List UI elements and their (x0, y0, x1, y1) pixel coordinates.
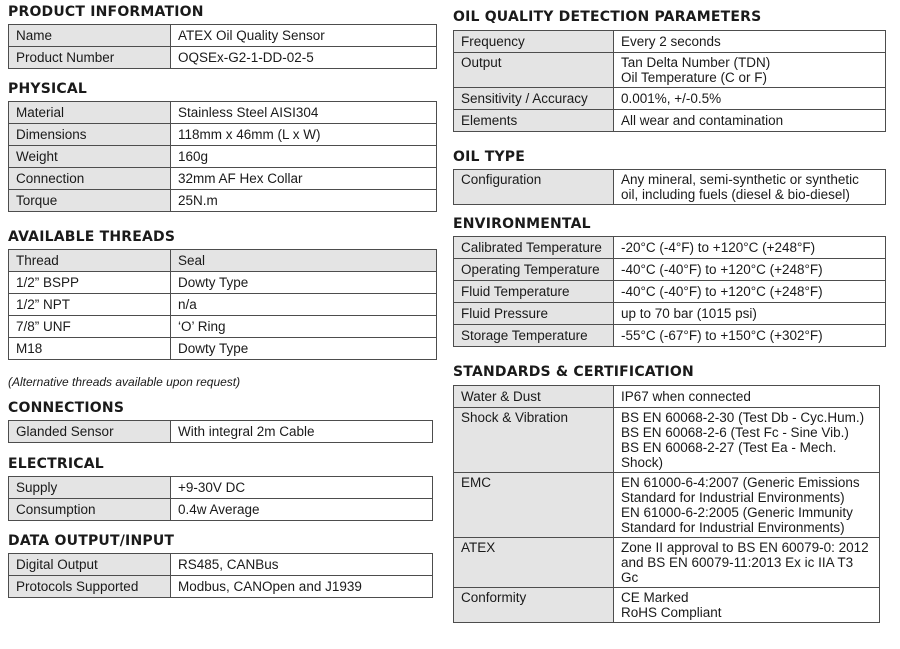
row-key: 1/2” BSPP (9, 272, 171, 294)
column-header-thread: Thread (9, 250, 171, 272)
row-value: -55°C (-67°F) to +150°C (+302°F) (614, 325, 886, 347)
data-output-table (8, 553, 433, 598)
row-value: Every 2 seconds (614, 31, 886, 53)
row-value: With integral 2m Cable (171, 421, 433, 443)
oil-type-table (453, 169, 886, 205)
table-row (454, 588, 880, 623)
row-key: EMC (454, 473, 614, 538)
table-row (9, 102, 437, 124)
row-value: 25N.m (171, 190, 437, 212)
table-row (9, 576, 433, 598)
row-key: Material (9, 102, 171, 124)
row-value: All wear and contamination (614, 110, 886, 132)
table-row (9, 294, 437, 316)
row-value: BS EN 60068-2-30 (Test Db - Cyc.Hum.) BS EN 60068-2-6 (Test Fc - Sine Vib.) BS EN 60068-2-27 (Test Ea - Mech. Shock) (614, 408, 880, 473)
row-value: -40°C (-40°F) to +120°C (+248°F) (614, 281, 886, 303)
row-value: RS485, CANBus (171, 554, 433, 576)
row-key: Fluid Temperature (454, 281, 614, 303)
row-key: Shock & Vibration (454, 408, 614, 473)
section-title-environmental: ENVIRONMENTAL (453, 216, 591, 232)
row-value: ATEX Oil Quality Sensor (171, 25, 437, 47)
section-title-standards-certification: STANDARDS & CERTIFICATION (453, 364, 694, 380)
table-row (9, 554, 433, 576)
row-key: Output (454, 53, 614, 88)
section-title-electrical: ELECTRICAL (8, 456, 104, 472)
section-title-available-threads: AVAILABLE THREADS (8, 229, 176, 245)
row-value: -40°C (-40°F) to +120°C (+248°F) (614, 259, 886, 281)
row-value: +9-30V DC (171, 477, 433, 499)
row-key: Storage Temperature (454, 325, 614, 347)
section-title-connections: CONNECTIONS (8, 400, 125, 416)
table-row (9, 190, 437, 212)
row-key: Product Number (9, 47, 171, 69)
standards-table (453, 385, 880, 623)
row-key: Configuration (454, 170, 614, 205)
row-key: Consumption (9, 499, 171, 521)
table-row (454, 473, 880, 538)
table-row (9, 477, 433, 499)
table-header-row (9, 250, 437, 272)
row-value: IP67 when connected (614, 386, 880, 408)
row-key: Frequency (454, 31, 614, 53)
row-key: Protocols Supported (9, 576, 171, 598)
row-key: ATEX (454, 538, 614, 588)
row-value: 0.4w Average (171, 499, 433, 521)
row-value: 118mm x 46mm (L x W) (171, 124, 437, 146)
table-row (9, 338, 437, 360)
table-row (9, 124, 437, 146)
row-value: 160g (171, 146, 437, 168)
row-value: Stainless Steel AISI304 (171, 102, 437, 124)
table-row (454, 88, 886, 110)
table-row (454, 303, 886, 325)
connections-table (8, 420, 433, 443)
table-row (454, 386, 880, 408)
environmental-table (453, 236, 886, 347)
row-value: 0.001%, +/-0.5% (614, 88, 886, 110)
row-key: Dimensions (9, 124, 171, 146)
row-value: CE Marked RoHS Compliant (614, 588, 880, 623)
physical-table (8, 101, 437, 212)
row-key: Digital Output (9, 554, 171, 576)
row-value: Modbus, CANOpen and J1939 (171, 576, 433, 598)
row-value: Dowty Type (171, 272, 437, 294)
row-key: Torque (9, 190, 171, 212)
product-information-table (8, 24, 437, 69)
row-key: Water & Dust (454, 386, 614, 408)
table-row (9, 421, 433, 443)
row-value: OQSEx-G2-1-DD-02-5 (171, 47, 437, 69)
table-row (9, 25, 437, 47)
row-value: Tan Delta Number (TDN) Oil Temperature (C or F) (614, 53, 886, 88)
row-key: Elements (454, 110, 614, 132)
table-row (454, 259, 886, 281)
table-row (454, 170, 886, 205)
electrical-table (8, 476, 433, 521)
table-row (9, 47, 437, 69)
row-key: Weight (9, 146, 171, 168)
table-row (454, 237, 886, 259)
table-row (9, 499, 433, 521)
section-title-physical: PHYSICAL (8, 81, 88, 97)
row-value: Dowty Type (171, 338, 437, 360)
available-threads-table (8, 249, 437, 360)
oil-quality-table (453, 30, 886, 132)
table-row (9, 146, 437, 168)
row-key: Name (9, 25, 171, 47)
row-value: -20°C (-4°F) to +120°C (+248°F) (614, 237, 886, 259)
table-row (9, 272, 437, 294)
column-header-seal: Seal (171, 250, 437, 272)
table-row (454, 325, 886, 347)
row-value: n/a (171, 294, 437, 316)
row-key: M18 (9, 338, 171, 360)
threads-footnote: (Alternative threads available upon request) (8, 375, 241, 389)
row-value: 32mm AF Hex Collar (171, 168, 437, 190)
row-key: Supply (9, 477, 171, 499)
section-title-product-information: PRODUCT INFORMATION (8, 4, 204, 20)
row-key: 1/2” NPT (9, 294, 171, 316)
table-row (9, 168, 437, 190)
table-row (454, 408, 880, 473)
table-row (454, 538, 880, 588)
row-key: Connection (9, 168, 171, 190)
row-key: Fluid Pressure (454, 303, 614, 325)
section-title-oil-quality-detection: OIL QUALITY DETECTION PARAMETERS (453, 9, 762, 25)
table-row (454, 53, 886, 88)
table-row (9, 316, 437, 338)
row-value: Any mineral, semi-synthetic or synthetic oil, including fuels (diesel & bio-diesel) (614, 170, 886, 205)
row-value: Zone II approval to BS EN 60079-0: 2012 and BS EN 60079-11:2013 Ex ic IIA T3 Gc (614, 538, 880, 588)
row-value: EN 61000-6-4:2007 (Generic Emissions Standard for Industrial Environments) EN 61000-6-2:2005 (Generic Immunity Standard for Industrial Environments) (614, 473, 880, 538)
row-value: ‘O’ Ring (171, 316, 437, 338)
table-row (454, 110, 886, 132)
row-key: Operating Temperature (454, 259, 614, 281)
row-key: Calibrated Temperature (454, 237, 614, 259)
row-key: Sensitivity / Accuracy (454, 88, 614, 110)
row-key: Conformity (454, 588, 614, 623)
row-key: 7/8” UNF (9, 316, 171, 338)
table-row (454, 281, 886, 303)
row-key: Glanded Sensor (9, 421, 171, 443)
section-title-data-output: DATA OUTPUT/INPUT (8, 533, 175, 549)
section-title-oil-type: OIL TYPE (453, 149, 526, 165)
row-value: up to 70 bar (1015 psi) (614, 303, 886, 325)
table-row (454, 31, 886, 53)
